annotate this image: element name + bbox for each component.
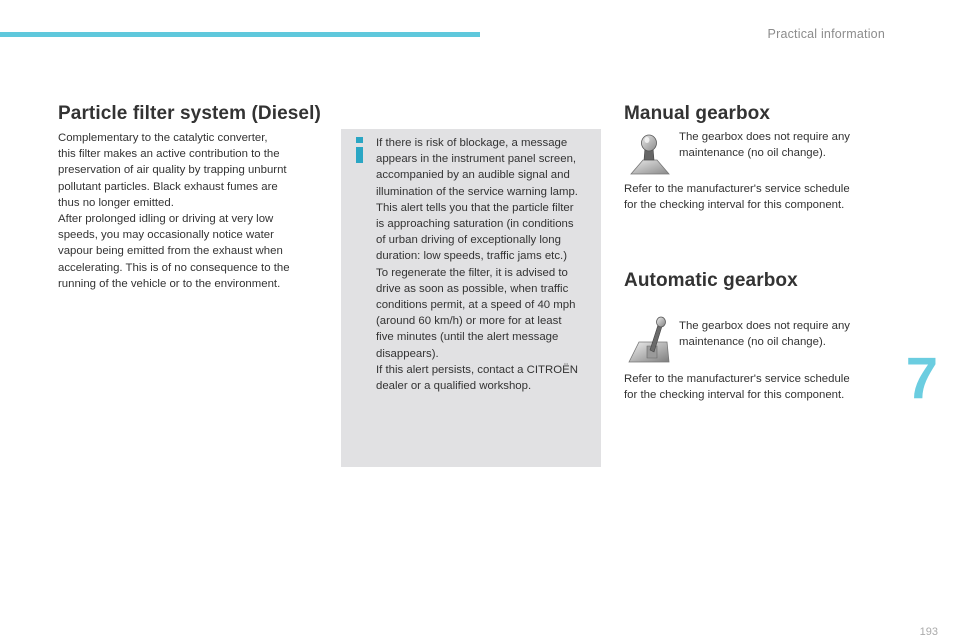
text-line: illumination of the service warning lamp.: [376, 185, 578, 198]
text-line: To regenerate the filter, it is advised to: [376, 266, 568, 279]
text-line: The gearbox does not require any: [679, 320, 850, 332]
text-line: maintenance (no oil change).: [679, 336, 826, 349]
particle-filter-text: [58, 130, 314, 292]
manual-gearbox-title: Manual gearbox: [624, 103, 771, 124]
text-line: vapour being emitted from the exhaust when: [58, 245, 283, 258]
text-line: drive as soon as possible, when traffic: [376, 282, 569, 295]
chapter-number: 7: [905, 346, 938, 411]
text-line: thus no longer emitted.: [58, 196, 174, 209]
text-line: for the checking interval for this component.: [624, 389, 845, 402]
text-line: After prolonged idling or driving at very low: [58, 213, 274, 226]
header-accent-bar: [0, 32, 480, 37]
text-line: accelerating. This is of no consequence to the: [58, 261, 290, 274]
text-line: pollutant particles. Black exhaust fumes are: [58, 180, 278, 193]
text-line: disappears).: [376, 347, 439, 360]
text-line: accompanied by an audible signal and: [376, 169, 570, 182]
text-line: dealer or a qualified workshop.: [376, 380, 532, 393]
page-number: 193: [919, 626, 938, 638]
text-line: speeds, you may occasionally notice water: [58, 229, 274, 242]
info-text: [376, 135, 598, 394]
text-line: If there is risk of blockage, a message: [376, 137, 568, 149]
text-line: If this alert persists, contact a CITROËN: [376, 363, 578, 376]
automatic-gearbox-title: Automatic gearbox: [624, 270, 798, 291]
text-line: for the checking interval for this component.: [624, 199, 845, 212]
particle-filter-title: Particle filter system (Diesel): [58, 103, 321, 124]
info-box: [341, 129, 601, 467]
text-line: is approaching saturation (in conditions: [376, 218, 574, 231]
section-label: Practical information: [767, 27, 885, 41]
text-line: duration: low speeds, traffic jams etc.): [376, 250, 567, 263]
text-line: of urban driving of exceptionally long: [376, 234, 561, 247]
text-line: This alert tells you that the particle filter: [376, 201, 574, 214]
automatic-gearbox-refer: [624, 371, 884, 403]
text-line: running of the vehicle or to the environment.: [58, 277, 281, 290]
text-line: Complementary to the catalytic converter,: [58, 132, 268, 144]
info-icon: [352, 137, 366, 167]
text-line: maintenance (no oil change).: [679, 147, 826, 160]
text-line: preservation of air quality by trapping unburnt: [58, 164, 287, 177]
text-line: appears in the instrument panel screen,: [376, 153, 577, 166]
text-line: Refer to the manufacturer's service schedule: [624, 373, 850, 385]
manual-gearbox-text: [679, 129, 879, 161]
text-line: conditions permit, at a speed of 40 mph: [376, 299, 576, 312]
text-line: five minutes (until the alert message: [376, 331, 559, 344]
automatic-gear-selector-icon: [627, 316, 671, 364]
text-line: (around 60 km/h) or more for at least: [376, 315, 562, 328]
text-line: this filter makes an active contribution to the: [58, 148, 280, 161]
text-line: The gearbox does not require any: [679, 131, 850, 143]
manual-gear-lever-icon: [627, 130, 671, 178]
manual-gearbox-refer: [624, 181, 884, 213]
automatic-gearbox-text: [679, 318, 879, 350]
text-line: Refer to the manufacturer's service schedule: [624, 183, 850, 195]
